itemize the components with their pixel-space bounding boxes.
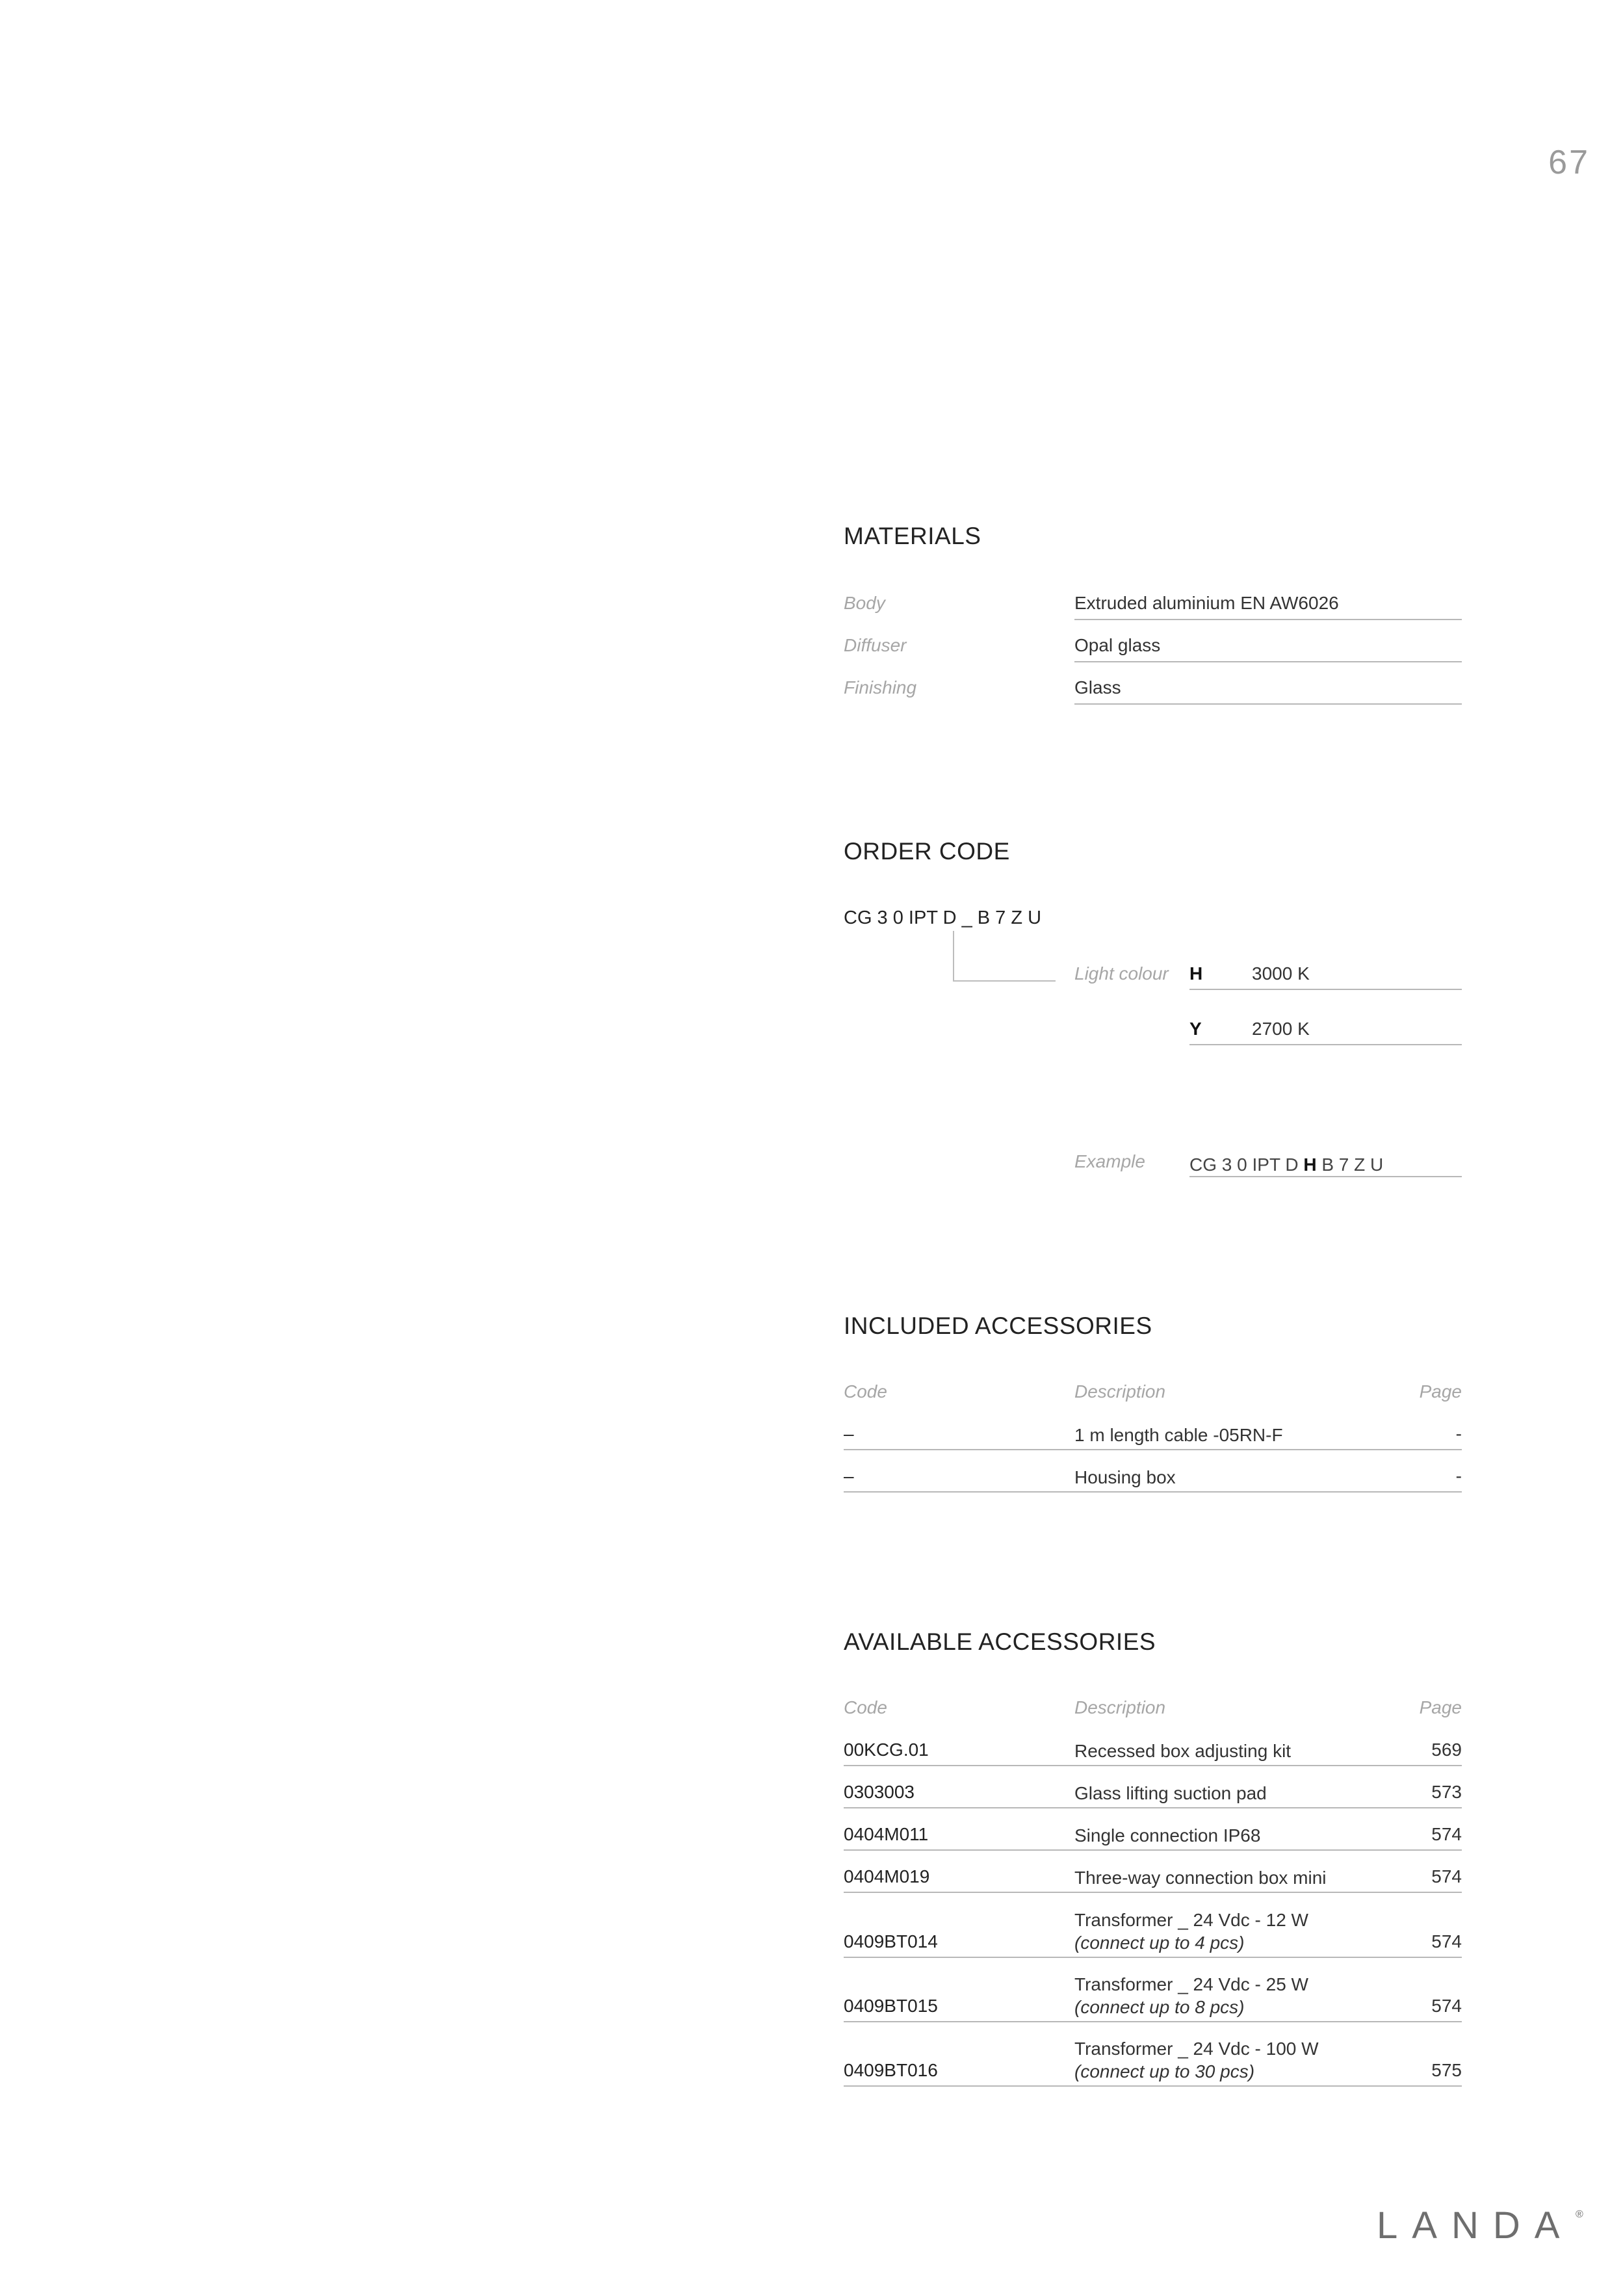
accessory-description: [1074, 2037, 1319, 2083]
example-code-highlight: H: [1303, 1155, 1317, 1175]
included-header-description: Description: [1074, 1381, 1166, 1402]
option-value-h: 3000 K: [1252, 963, 1310, 984]
accessory-code: 0409BT016: [844, 2060, 938, 2080]
accessory-code: 0404M011: [844, 1824, 929, 1844]
accessory-description-note: (connect up to 8 pcs): [1074, 1997, 1245, 2017]
registered-mark: ®: [1576, 2209, 1583, 2220]
accessory-description-note: (connect up to 30 pcs): [1074, 2061, 1255, 2081]
option-rule: [1189, 1044, 1462, 1045]
accessory-page: 575: [1431, 2060, 1462, 2080]
table-row-rule: [844, 1765, 1462, 1766]
material-label-body: Body: [844, 593, 885, 613]
accessory-page: 569: [1431, 1740, 1462, 1760]
material-label-finishing: Finishing: [844, 677, 917, 698]
accessory-page: 574: [1431, 1931, 1462, 1951]
accessory-description-note: (connect up to 4 pcs): [1074, 1933, 1245, 1953]
material-label-diffuser: Diffuser: [844, 635, 907, 655]
accessory-description: [1074, 1973, 1308, 2018]
example-code: [1189, 1155, 1383, 1175]
material-value-body: Extruded aluminium EN AW6026: [1074, 593, 1339, 613]
page-number: 67: [1548, 144, 1590, 181]
landa-logo: LANDA: [1377, 2204, 1574, 2247]
table-row-rule: [844, 2085, 1462, 2087]
included-row-page: -: [1455, 1466, 1462, 1486]
included-row-description: 1 m length cable -05RN-F: [1074, 1425, 1283, 1445]
example-rule: [1189, 1176, 1462, 1177]
order-code-title: ORDER CODE: [844, 838, 1010, 865]
option-value-y: 2700 K: [1252, 1019, 1310, 1039]
available-header-description: Description: [1074, 1697, 1166, 1717]
table-row-rule: [844, 2021, 1462, 2022]
available-header-page: Page: [1419, 1697, 1462, 1717]
accessory-code: 0409BT015: [844, 1996, 938, 2016]
example-label: Example: [1074, 1151, 1145, 1171]
accessory-page: 574: [1431, 1996, 1462, 2016]
accessory-description: Single connection IP68: [1074, 1825, 1261, 1846]
accessory-page: 574: [1431, 1866, 1462, 1886]
included-row-code: –: [844, 1424, 854, 1444]
material-rule: [1074, 619, 1462, 620]
example-code-prefix: CG 3 0 IPT D: [1189, 1155, 1304, 1175]
included-row-page: -: [1455, 1424, 1462, 1444]
option-letter-y: Y: [1189, 1019, 1202, 1039]
accessory-code: 0303003: [844, 1782, 915, 1802]
material-rule: [1074, 661, 1462, 662]
accessory-description-main: Transformer _ 24 Vdc - 12 W: [1074, 1910, 1308, 1930]
accessory-code: 0404M019: [844, 1866, 930, 1886]
example-code-suffix: B 7 Z U: [1316, 1155, 1384, 1175]
accessory-page: 574: [1431, 1824, 1462, 1844]
accessory-description-main: Transformer _ 24 Vdc - 25 W: [1074, 1974, 1308, 1994]
included-accessories-title: INCLUDED ACCESSORIES: [844, 1312, 1152, 1339]
accessory-code: 00KCG.01: [844, 1740, 929, 1760]
accessory-description: Glass lifting suction pad: [1074, 1783, 1267, 1803]
material-value-finishing: Glass: [1074, 677, 1121, 698]
included-row-code: –: [844, 1466, 854, 1486]
material-value-diffuser: Opal glass: [1074, 635, 1161, 655]
table-row-rule: [844, 1892, 1462, 1893]
materials-title: MATERIALS: [844, 523, 981, 549]
accessory-description: Three-way connection box mini: [1074, 1868, 1327, 1888]
table-row-rule: [844, 1849, 1462, 1851]
table-row-rule: [844, 1957, 1462, 1958]
accessory-description: [1074, 1909, 1308, 1954]
option-rule: [1189, 989, 1462, 990]
order-code-connector: [953, 931, 954, 980]
option-letter-h: H: [1189, 963, 1203, 984]
accessory-description-main: Transformer _ 24 Vdc - 100 W: [1074, 2039, 1319, 2059]
included-header-code: Code: [844, 1381, 887, 1402]
material-rule: [1074, 703, 1462, 705]
order-code-string: CG 3 0 IPT D _ B 7 Z U: [844, 907, 1042, 928]
included-header-page: Page: [1419, 1381, 1462, 1402]
order-code-connector: [953, 980, 1056, 982]
table-row-rule: [844, 1491, 1462, 1493]
available-accessories-title: AVAILABLE ACCESSORIES: [844, 1628, 1156, 1655]
light-colour-label: Light colour: [1074, 963, 1169, 984]
accessory-page: 573: [1431, 1782, 1462, 1802]
accessory-description: Recessed box adjusting kit: [1074, 1741, 1292, 1761]
table-row-rule: [844, 1807, 1462, 1808]
included-row-description: Housing box: [1074, 1467, 1176, 1487]
table-row-rule: [844, 1449, 1462, 1450]
accessory-code: 0409BT014: [844, 1931, 938, 1951]
available-header-code: Code: [844, 1697, 887, 1717]
